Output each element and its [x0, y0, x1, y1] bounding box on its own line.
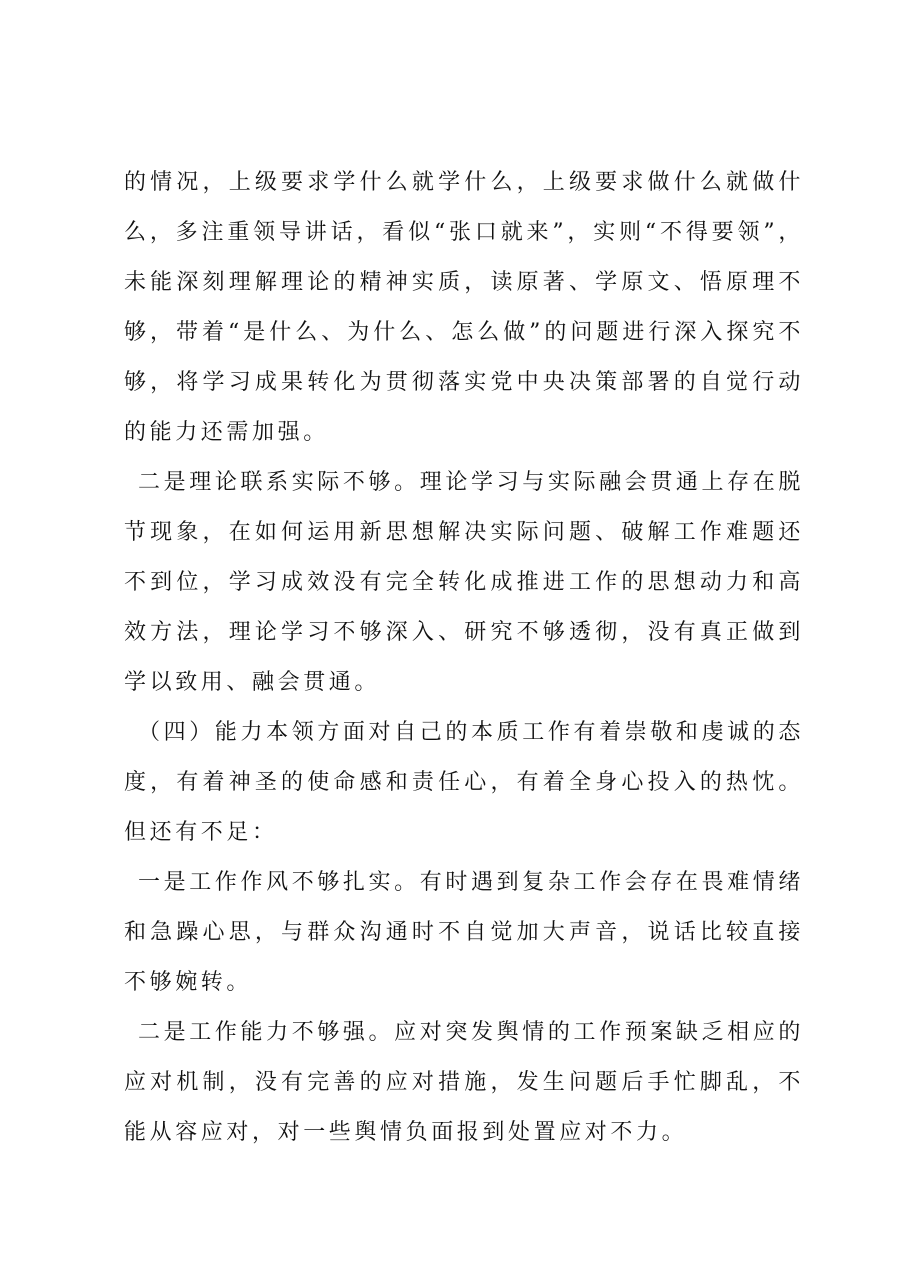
paragraph-study-situation: 的情况，上级要求学什么就学什么，上级要求做什么就做什么，多注重领导讲话，看似“张口就来”，实则“不得要领”，未能深刻理解理论的精神实质，读原著、学原文、悟原理不够，带着“是什么、为什么、怎么做”的问题进行深入探究不够，将学习成果转化为贯彻落实党中央决策部署的自觉行动的能力还需加强。: [124, 170, 804, 445]
paragraph-work-style: 一是工作作风不够扎实。有时遇到复杂工作会存在畏难情绪和急躁心思，与群众沟通时不自觉加大声音，说话比较直接不够婉转。: [124, 870, 804, 995]
paragraph-ability-section: （四）能力本领方面对自己的本质工作有着崇敬和虔诚的态度，有着神圣的使命感和责任心，有着全身心投入的热忱。但还有不足：: [124, 720, 804, 845]
paragraph-work-ability: 二是工作能力不够强。应对突发舆情的工作预案缺乏相应的应对机制，没有完善的应对措施，发生问题后手忙脚乱，不能从容应对，对一些舆情负面报到处置应对不力。: [124, 1020, 804, 1145]
document-body: [124, 158, 804, 1158]
paragraph-theory-practice: 二是理论联系实际不够。理论学习与实际融会贯通上存在脱节现象，在如何运用新思想解决实际问题、破解工作难题还不到位，学习成效没有完全转化成推进工作的思想动力和高效方法，理论学习不够深入、研究不够透彻，没有真正做到学以致用、融会贯通。: [124, 470, 804, 695]
